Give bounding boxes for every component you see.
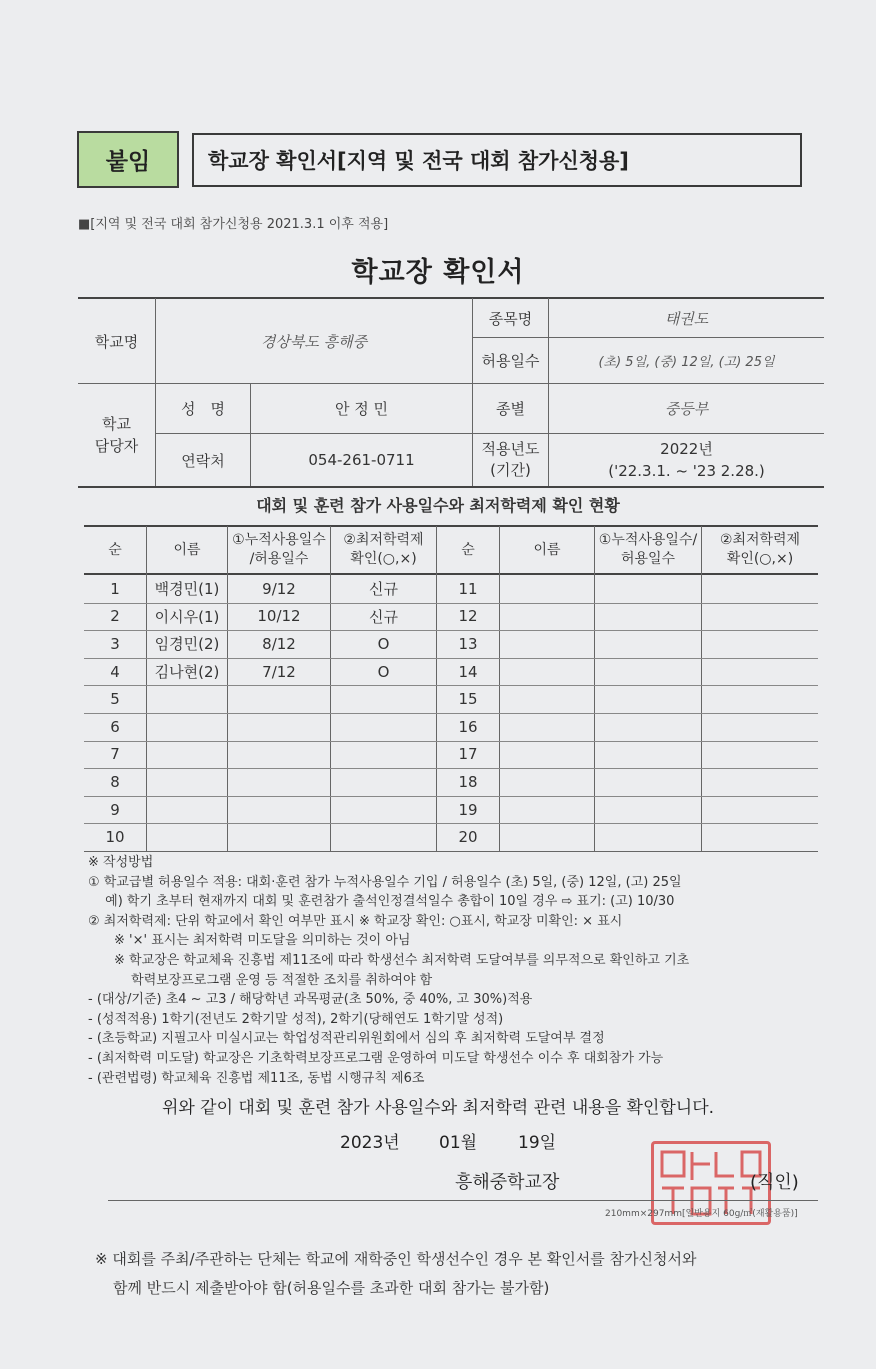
- cell-no-2: 20: [458, 828, 478, 847]
- attachment-tag-label: 붙임: [105, 149, 151, 175]
- cell-check: [331, 823, 436, 851]
- note-line: - (최저학력 미도달) 학교장은 기초학력보장프로그램 운영하여 미도달 학생선수 이수 후 대회참가 가능: [88, 1050, 664, 1066]
- note-line: ① 학교급별 허용일수 적용: 대회·훈련 참가 누적사용일수 기입 / 허용일수 (초) 5일, (중) 12일, (고) 25일: [88, 874, 682, 890]
- year-cell: [549, 434, 824, 486]
- note-line: - (대상/기준) 초4 ~ 고3 / 해당학년 과목평균(초 50%, 중 40%, 고 30%)적용: [88, 992, 533, 1008]
- note-line: 예) 학기 초부터 현재까지 대회 및 훈련참가 출석인정결석일수 총합이 10일 경우 ⇨ 표기: (고) 10/30: [88, 894, 675, 910]
- cell-no: 2: [110, 607, 120, 626]
- contact-value: 054-261-0711: [308, 451, 415, 469]
- cell-check: 신규: [369, 607, 398, 626]
- cell-no-2: 19: [458, 800, 478, 819]
- cell-name: [147, 823, 227, 851]
- contact-label: 연락처: [181, 451, 225, 470]
- writing-notes: [88, 853, 828, 1088]
- cell-days: [228, 685, 330, 713]
- cell-no-2: 12: [458, 607, 478, 626]
- name-value: 안 정 민: [334, 400, 388, 418]
- note-line: ② 최저학력제: 단위 학교에서 확인 여부만 표시 ※ 학교장 확인: ○표시, 학교장 미확인: × 표시: [88, 913, 623, 929]
- col-no: 순: [108, 541, 122, 558]
- cell-days: [228, 823, 330, 851]
- cell-name: 임경민(2): [154, 635, 220, 654]
- footnote-line-2: 함께 반드시 제출받아야 함(허용일수를 초과한 대회 참가는 불가함): [113, 1279, 550, 1297]
- cell-days: [228, 796, 330, 824]
- status-bottom-border: [84, 851, 818, 852]
- col-name-2: 이름: [533, 541, 561, 558]
- cell-name: [147, 741, 227, 769]
- footnote: [95, 1245, 696, 1303]
- cell-no-2: 16: [458, 717, 478, 736]
- cell-no-2: 13: [458, 634, 478, 653]
- school-value: 경상북도 흥해중: [260, 332, 368, 351]
- status-vline: [594, 526, 595, 851]
- allow-value: (초) 5일, (중) 12일, (고) 25일: [598, 355, 775, 370]
- cell-no-2: 18: [458, 772, 478, 791]
- cell-name: 김나현(2): [154, 663, 220, 682]
- cell-check: [331, 685, 436, 713]
- col-check: ②최저학력제 확인(○,×): [343, 532, 424, 567]
- note-line: 학력보장프로그램 운영 등 적절한 조치를 취하여야 함: [88, 972, 433, 988]
- cell-no-2: 14: [458, 662, 478, 681]
- cell-name: [147, 685, 227, 713]
- cell-name: 백경민(1): [154, 580, 220, 599]
- col-no-2: 순: [461, 541, 475, 558]
- cell-check: 신규: [369, 580, 398, 599]
- manager-label: 학교 담당자: [94, 415, 139, 455]
- category-value: 중등부: [664, 400, 709, 418]
- note-line: - (초등학교) 지필고사 미실시교는 학업성적관리위원회에서 심의 후 최저학력 도달여부 결정: [88, 1031, 605, 1047]
- cell-no: 4: [110, 662, 120, 681]
- cell-name: [147, 796, 227, 824]
- cell-days: 10/12: [257, 607, 301, 626]
- cell-name: [147, 713, 227, 741]
- notes-list: [88, 873, 828, 1089]
- event-label: 종목명: [488, 309, 533, 328]
- cell-days: [228, 713, 330, 741]
- note-line: - (관련법령) 학교체육 진흥법 제11조, 동법 시행규칙 제6조: [88, 1070, 425, 1086]
- cell-check: [331, 768, 436, 796]
- cell-check: [331, 741, 436, 769]
- cell-check: [331, 713, 436, 741]
- cell-no: 5: [110, 690, 120, 709]
- principal-name: 흥해중학교장: [455, 1172, 560, 1193]
- allow-label: 허용일수: [481, 352, 540, 370]
- cell-name: 이시우(1): [154, 607, 220, 626]
- page-title: 학교장 확인서: [351, 257, 525, 288]
- status-vline: [701, 526, 702, 851]
- cell-no: 7: [110, 745, 120, 764]
- year-label: 적용년도 (기간): [481, 440, 540, 479]
- col-check-2: ②최저학력제 확인(○,×): [719, 532, 801, 567]
- year-value: 2022년: [660, 440, 713, 458]
- cell-days: [228, 768, 330, 796]
- confirm-year: 2023년: [340, 1133, 400, 1153]
- col-days: ①누적사용일수 /허용일수: [232, 532, 326, 567]
- period-value: ('22.3.1. ~ '23 2.28.): [608, 462, 765, 480]
- cell-name: [147, 768, 227, 796]
- name-label: 성 명: [181, 400, 225, 418]
- cell-no: 3: [110, 634, 120, 653]
- col-name: 이름: [173, 541, 201, 558]
- cell-no: 8: [110, 772, 120, 791]
- cell-no: 9: [110, 800, 120, 819]
- footnote-line-1: ※ 대회를 주최/주관하는 단체는 학교에 재학중인 학생선수인 경우 본 확인서를 참가신청서와: [95, 1250, 697, 1268]
- cell-days: 7/12: [262, 662, 296, 681]
- cell-no-2: 17: [458, 745, 478, 764]
- notes-heading: ※ 작성방법: [88, 855, 154, 870]
- footer-divider: [108, 1200, 818, 1201]
- applies-note: ■[지역 및 전국 대회 참가신청용 2021.3.1 이후 적용]: [78, 217, 389, 232]
- cell-days: 8/12: [262, 634, 296, 653]
- cell-no: 10: [105, 828, 125, 847]
- cell-no: 1: [110, 579, 120, 598]
- cell-no: 6: [110, 717, 120, 736]
- note-line: - (성적적용) 1학기(전년도 2학기말 성적), 2학기(당해연도 1학기말 성적): [88, 1011, 504, 1027]
- attachment-tag: [77, 131, 179, 188]
- note-line: ※ 학교장은 학교체육 진흥법 제11조에 따라 학생선수 최저학력 도달여부를 의무적으로 확인하고 기초: [88, 952, 690, 968]
- info-bottom-border: [78, 486, 824, 488]
- document-heading: [192, 133, 802, 187]
- school-label: 학교명: [94, 332, 139, 351]
- confirm-month: 01월: [439, 1133, 478, 1153]
- cell-check: O: [377, 662, 390, 681]
- cell-check: [331, 796, 436, 824]
- confirm-day: 19일: [518, 1133, 557, 1153]
- confirmation-statement: 위와 같이 대회 및 훈련 참가 사용일수와 최저학력 관련 내용을 확인합니다.: [161, 1098, 715, 1118]
- cell-no-2: 11: [458, 579, 478, 598]
- cell-no-2: 15: [458, 690, 478, 709]
- cell-days: 9/12: [262, 579, 296, 598]
- paper-spec: 210mm×297mm[일반용지 60g/㎡(재활용품)]: [605, 1209, 798, 1219]
- note-line: ※ '×' 표시는 최저학력 미도달을 의미하는 것이 아님: [88, 933, 411, 949]
- event-value: 태권도: [664, 309, 709, 328]
- seal-label: (직인): [750, 1172, 799, 1193]
- col-days-2: ①누적사용일수/ 허용일수: [598, 532, 698, 567]
- status-vline: [499, 526, 500, 851]
- category-label: 종별: [496, 400, 525, 418]
- status-section-title: 대회 및 훈련 참가 사용일수와 최저학력제 확인 현황: [256, 496, 620, 515]
- cell-check: O: [377, 634, 390, 653]
- cell-days: [228, 741, 330, 769]
- document-heading-label: 학교장 확인서[지역 및 전국 대회 참가신청용]: [208, 149, 629, 173]
